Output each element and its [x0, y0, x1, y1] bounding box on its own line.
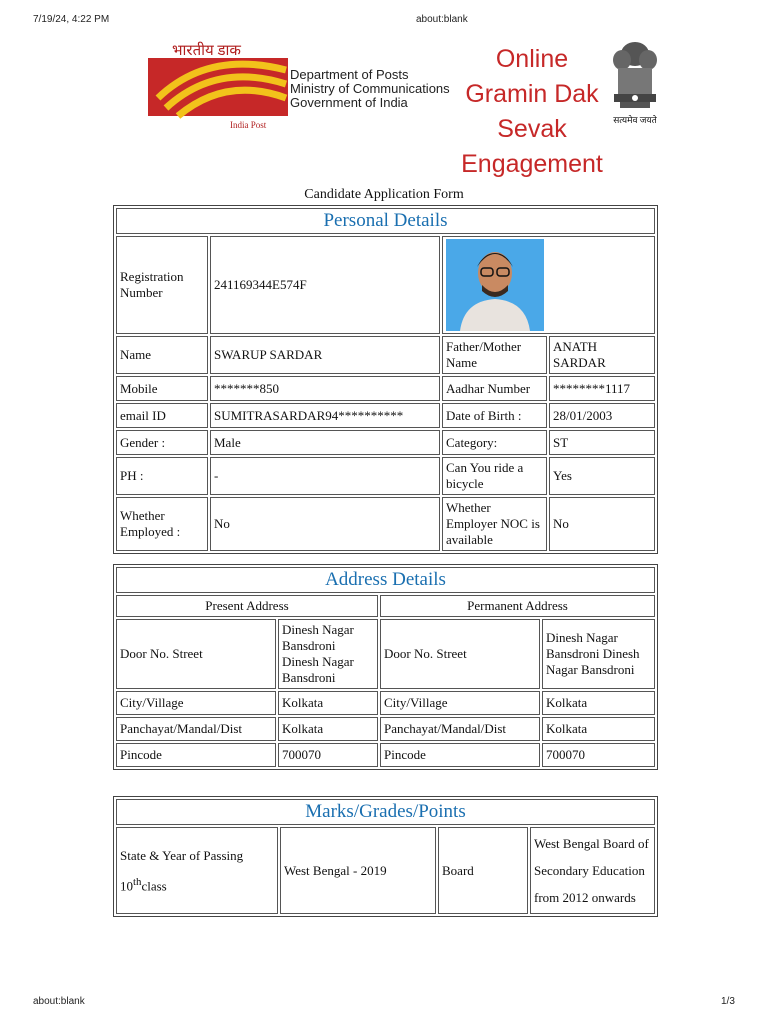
print-page-title: about:blank: [416, 14, 468, 25]
employed-value: No: [210, 497, 440, 551]
ph-value: -: [210, 457, 440, 495]
gender-label: Gender :: [116, 430, 208, 455]
candidate-photo: [446, 239, 544, 331]
category-label: Category:: [442, 430, 547, 455]
ph-label: PH :: [116, 457, 208, 495]
personal-details-heading: Personal Details: [116, 208, 655, 234]
logo-department-text: Department of Posts Ministry of Communications Government of India: [290, 67, 450, 110]
dob-label: Date of Birth :: [442, 403, 547, 428]
present-dist-value: Kolkata: [278, 717, 378, 741]
address-details-heading: Address Details: [116, 567, 655, 593]
parent-name-label: Father/Mother Name: [442, 336, 547, 374]
permanent-pin-label: Pincode: [380, 743, 540, 767]
present-dist-label: Panchayat/Mandal/Dist: [116, 717, 276, 741]
permanent-dist-value: Kolkata: [542, 717, 655, 741]
permanent-door-label: Door No. Street: [380, 619, 540, 689]
page-number: 1/3: [721, 996, 735, 1007]
email-label: email ID: [116, 403, 208, 428]
marks-label: State & Year of Passing 10thclass: [116, 827, 278, 914]
emblem-caption: सत्यमेव जयते: [613, 115, 657, 125]
print-datetime: 7/19/24, 4:22 PM: [33, 14, 110, 25]
registration-label: Registration Number: [116, 236, 208, 334]
noc-label: Whether Employer NOC is available: [442, 497, 547, 551]
email-value: SUMITRASARDAR94**********: [210, 403, 440, 428]
present-address-heading: Present Address: [116, 595, 378, 617]
name-value: SWARUP SARDAR: [210, 336, 440, 374]
gender-value: Male: [210, 430, 440, 455]
permanent-dist-label: Panchayat/Mandal/Dist: [380, 717, 540, 741]
board-label: Board: [438, 827, 528, 914]
name-label: Name: [116, 336, 208, 374]
marks-heading: Marks/Grades/Points: [116, 799, 655, 825]
bicycle-label: Can You ride a bicycle: [442, 457, 547, 495]
registration-value: 241169344E574F: [210, 236, 440, 334]
marks-table: [113, 796, 658, 917]
present-door-value: Dinesh Nagar Bansdroni Dinesh Nagar Bansdroni: [278, 619, 378, 689]
state-year-value: West Bengal - 2019: [280, 827, 436, 914]
aadhar-label: Aadhar Number: [442, 376, 547, 401]
present-pin-value: 700070: [278, 743, 378, 767]
permanent-door-value: Dinesh Nagar Bansdroni Dinesh Nagar Bansdroni: [542, 619, 655, 689]
permanent-pin-value: 700070: [542, 743, 655, 767]
india-post-caption: India Post: [230, 120, 267, 130]
page-title: Online Gramin Dak Sevak Engagement: [461, 45, 603, 178]
mobile-label: Mobile: [116, 376, 208, 401]
present-city-label: City/Village: [116, 691, 276, 715]
parent-name-value: ANATH SARDAR: [549, 336, 655, 374]
footer-url: about:blank: [33, 996, 85, 1007]
permanent-address-heading: Permanent Address: [380, 595, 655, 617]
permanent-city-label: City/Village: [380, 691, 540, 715]
logo-hindi-text: भारतीय डाक: [172, 43, 241, 59]
personal-details-table: [113, 205, 658, 554]
board-value: West Bengal Board of Secondary Education from 2012 onwards: [530, 827, 655, 914]
present-door-label: Door No. Street: [116, 619, 276, 689]
form-title: Candidate Application Form: [304, 187, 464, 202]
noc-value: No: [549, 497, 655, 551]
category-value: ST: [549, 430, 655, 455]
permanent-city-value: Kolkata: [542, 691, 655, 715]
address-details-table: [113, 564, 658, 770]
bicycle-value: Yes: [549, 457, 655, 495]
aadhar-value: ********1117: [549, 376, 655, 401]
mobile-value: *******850: [210, 376, 440, 401]
employed-label: Whether Employed :: [116, 497, 208, 551]
present-pin-label: Pincode: [116, 743, 276, 767]
photo-cell: [442, 236, 655, 334]
present-city-value: Kolkata: [278, 691, 378, 715]
dob-value: 28/01/2003: [549, 403, 655, 428]
